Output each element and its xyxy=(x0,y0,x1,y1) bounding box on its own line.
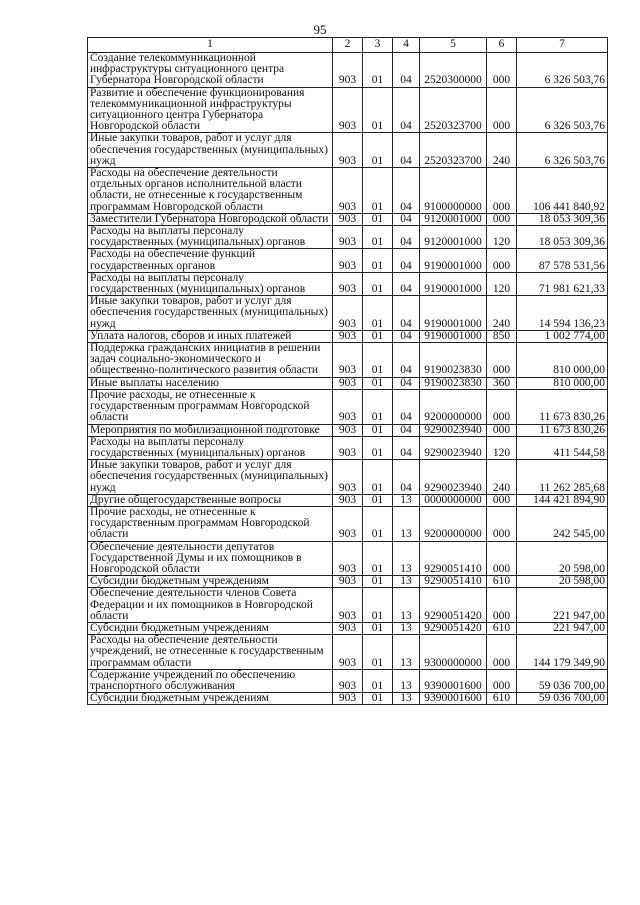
table-body xyxy=(88,53,608,705)
table-row xyxy=(88,389,608,424)
row-ministry-code-cell: 903 xyxy=(333,635,363,670)
row-amount-cell: 242 545,00 xyxy=(517,506,608,541)
table-row xyxy=(88,635,608,670)
budget-table xyxy=(87,37,608,705)
row-name-cell: Уплата налогов, сборов и иных платежей xyxy=(88,330,333,342)
row-subsection-cell: 04 xyxy=(393,296,420,331)
row-expense-type-cell: 610 xyxy=(487,622,517,634)
row-name-cell: Заместители Губернатора Новгородской области xyxy=(88,213,333,225)
row-target-article-cell: 0000000000 xyxy=(420,494,487,506)
row-name-cell: Иные закупки товаров, работ и услуг для обеспечения государственных (муниципальных) нужд xyxy=(88,133,333,168)
table-row xyxy=(88,622,608,634)
row-expense-type-cell: 000 xyxy=(487,541,517,576)
table-row xyxy=(88,576,608,588)
table-row xyxy=(88,424,608,436)
row-target-article-cell: 9190023830 xyxy=(420,377,487,389)
table-row xyxy=(88,272,608,295)
row-section-cell: 01 xyxy=(363,436,393,459)
row-section-cell: 01 xyxy=(363,494,393,506)
row-ministry-code-cell: 903 xyxy=(333,693,363,705)
row-ministry-code-cell: 903 xyxy=(333,377,363,389)
row-target-article-cell: 9300000000 xyxy=(420,635,487,670)
row-name-cell: Другие общегосударственные вопросы xyxy=(88,494,333,506)
row-section-cell: 01 xyxy=(363,168,393,214)
row-subsection-cell: 04 xyxy=(393,226,420,249)
table-row xyxy=(88,460,608,495)
table-row xyxy=(88,494,608,506)
row-amount-cell: 59 036 700,00 xyxy=(517,693,608,705)
row-name-cell: Создание телекоммуникационной инфраструктуры ситуационного центра Губернатора Новгородской области xyxy=(88,53,333,88)
row-section-cell: 01 xyxy=(363,272,393,295)
row-subsection-cell: 04 xyxy=(393,272,420,295)
row-section-cell: 01 xyxy=(363,635,393,670)
table-row xyxy=(88,87,608,133)
row-target-article-cell: 9190023830 xyxy=(420,343,487,378)
row-target-article-cell: 9290051410 xyxy=(420,541,487,576)
table-row xyxy=(88,377,608,389)
row-subsection-cell: 13 xyxy=(393,494,420,506)
row-ministry-code-cell: 903 xyxy=(333,622,363,634)
row-subsection-cell: 13 xyxy=(393,506,420,541)
row-subsection-cell: 13 xyxy=(393,635,420,670)
row-section-cell: 01 xyxy=(363,87,393,133)
table-row xyxy=(88,436,608,459)
row-target-article-cell: 9290051410 xyxy=(420,576,487,588)
row-ministry-code-cell: 903 xyxy=(333,669,363,692)
row-subsection-cell: 04 xyxy=(393,436,420,459)
page-number: 95 xyxy=(313,22,327,37)
table-row xyxy=(88,53,608,88)
row-expense-type-cell: 000 xyxy=(487,213,517,225)
row-expense-type-cell: 000 xyxy=(487,635,517,670)
row-section-cell: 01 xyxy=(363,588,393,623)
row-section-cell: 01 xyxy=(363,226,393,249)
row-name-cell: Иные выплаты населению xyxy=(88,377,333,389)
row-name-cell: Субсидии бюджетным учреждениям xyxy=(88,576,333,588)
row-name-cell: Субсидии бюджетным учреждениям xyxy=(88,693,333,705)
row-ministry-code-cell: 903 xyxy=(333,226,363,249)
row-subsection-cell: 04 xyxy=(393,249,420,272)
row-expense-type-cell: 240 xyxy=(487,133,517,168)
table-row xyxy=(88,541,608,576)
row-subsection-cell: 13 xyxy=(393,622,420,634)
row-expense-type-cell: 360 xyxy=(487,377,517,389)
row-name-cell: Прочие расходы, не отнесенные к государственным программам Новгородской области xyxy=(88,506,333,541)
row-section-cell: 01 xyxy=(363,541,393,576)
row-target-article-cell: 2520300000 xyxy=(420,53,487,88)
header-col-4: 4 xyxy=(393,38,420,53)
row-amount-cell: 18 053 309,36 xyxy=(517,213,608,225)
row-subsection-cell: 04 xyxy=(393,424,420,436)
row-ministry-code-cell: 903 xyxy=(333,296,363,331)
row-section-cell: 01 xyxy=(363,53,393,88)
row-amount-cell: 11 673 830,26 xyxy=(517,424,608,436)
row-amount-cell: 106 441 840,92 xyxy=(517,168,608,214)
row-ministry-code-cell: 903 xyxy=(333,330,363,342)
row-subsection-cell: 04 xyxy=(393,343,420,378)
row-ministry-code-cell: 903 xyxy=(333,272,363,295)
row-ministry-code-cell: 903 xyxy=(333,53,363,88)
row-subsection-cell: 04 xyxy=(393,460,420,495)
row-expense-type-cell: 000 xyxy=(487,389,517,424)
row-subsection-cell: 04 xyxy=(393,87,420,133)
header-col-7: 7 xyxy=(517,38,608,53)
row-target-article-cell: 9100000000 xyxy=(420,168,487,214)
row-target-article-cell: 9290023940 xyxy=(420,436,487,459)
row-target-article-cell: 9290051420 xyxy=(420,588,487,623)
row-expense-type-cell: 000 xyxy=(487,87,517,133)
row-expense-type-cell: 610 xyxy=(487,576,517,588)
row-target-article-cell: 2520323700 xyxy=(420,133,487,168)
row-amount-cell: 14 594 136,23 xyxy=(517,296,608,331)
header-row xyxy=(88,38,608,53)
table-row xyxy=(88,133,608,168)
row-target-article-cell: 9290023940 xyxy=(420,424,487,436)
row-target-article-cell: 9290023940 xyxy=(420,460,487,495)
row-amount-cell: 6 326 503,76 xyxy=(517,53,608,88)
row-amount-cell: 6 326 503,76 xyxy=(517,87,608,133)
header-col-1: 1 xyxy=(88,38,333,53)
row-target-article-cell: 9120001000 xyxy=(420,213,487,225)
row-expense-type-cell: 610 xyxy=(487,693,517,705)
table-row xyxy=(88,168,608,214)
row-target-article-cell: 9190001000 xyxy=(420,296,487,331)
row-subsection-cell: 04 xyxy=(393,213,420,225)
row-ministry-code-cell: 903 xyxy=(333,506,363,541)
row-expense-type-cell: 240 xyxy=(487,296,517,331)
row-name-cell: Расходы на обеспечение деятельности учреждений, не отнесенные к государственным программам области xyxy=(88,635,333,670)
row-subsection-cell: 13 xyxy=(393,576,420,588)
table-row xyxy=(88,213,608,225)
row-amount-cell: 59 036 700,00 xyxy=(517,669,608,692)
row-amount-cell: 144 179 349,90 xyxy=(517,635,608,670)
row-expense-type-cell: 000 xyxy=(487,588,517,623)
row-subsection-cell: 04 xyxy=(393,330,420,342)
row-expense-type-cell: 000 xyxy=(487,494,517,506)
table-row xyxy=(88,249,608,272)
row-ministry-code-cell: 903 xyxy=(333,87,363,133)
row-amount-cell: 810 000,00 xyxy=(517,377,608,389)
row-expense-type-cell: 120 xyxy=(487,226,517,249)
row-amount-cell: 11 673 830,26 xyxy=(517,389,608,424)
row-section-cell: 01 xyxy=(363,389,393,424)
row-target-article-cell: 9200000000 xyxy=(420,506,487,541)
row-ministry-code-cell: 903 xyxy=(333,168,363,214)
row-amount-cell: 6 326 503,76 xyxy=(517,133,608,168)
row-section-cell: 01 xyxy=(363,377,393,389)
table-row xyxy=(88,296,608,331)
row-amount-cell: 11 262 285,68 xyxy=(517,460,608,495)
row-section-cell: 01 xyxy=(363,460,393,495)
row-expense-type-cell: 000 xyxy=(487,249,517,272)
row-section-cell: 01 xyxy=(363,506,393,541)
row-name-cell: Обеспечение деятельности членов Совета Федерации и их помощников в Новгородской области xyxy=(88,588,333,623)
row-subsection-cell: 04 xyxy=(393,133,420,168)
row-subsection-cell: 04 xyxy=(393,168,420,214)
row-section-cell: 01 xyxy=(363,330,393,342)
row-target-article-cell: 9390001600 xyxy=(420,693,487,705)
table-row xyxy=(88,669,608,692)
header-col-6: 6 xyxy=(487,38,517,53)
row-name-cell: Обеспечение деятельности депутатов Государственной Думы и их помощников в Новгородской области xyxy=(88,541,333,576)
row-ministry-code-cell: 903 xyxy=(333,389,363,424)
header-col-3: 3 xyxy=(363,38,393,53)
row-name-cell: Субсидии бюджетным учреждениям xyxy=(88,622,333,634)
row-name-cell: Мероприятия по мобилизационной подготовке xyxy=(88,424,333,436)
row-name-cell: Расходы на обеспечение деятельности отдельных органов исполнительной власти области, не отнесенные к государственным программам Новгородской области xyxy=(88,168,333,214)
row-subsection-cell: 13 xyxy=(393,669,420,692)
row-subsection-cell: 13 xyxy=(393,541,420,576)
row-ministry-code-cell: 903 xyxy=(333,588,363,623)
row-subsection-cell: 04 xyxy=(393,377,420,389)
row-subsection-cell: 04 xyxy=(393,53,420,88)
row-ministry-code-cell: 903 xyxy=(333,424,363,436)
row-section-cell: 01 xyxy=(363,669,393,692)
row-ministry-code-cell: 903 xyxy=(333,343,363,378)
row-expense-type-cell: 850 xyxy=(487,330,517,342)
row-target-article-cell: 9120001000 xyxy=(420,226,487,249)
row-target-article-cell: 9390001600 xyxy=(420,669,487,692)
row-name-cell: Расходы на выплаты персоналу государственных (муниципальных) органов xyxy=(88,272,333,295)
row-target-article-cell: 9290051420 xyxy=(420,622,487,634)
row-target-article-cell: 9190001000 xyxy=(420,272,487,295)
row-ministry-code-cell: 903 xyxy=(333,133,363,168)
row-name-cell: Иные закупки товаров, работ и услуг для обеспечения государственных (муниципальных) нужд xyxy=(88,460,333,495)
row-section-cell: 01 xyxy=(363,693,393,705)
row-subsection-cell: 13 xyxy=(393,693,420,705)
row-target-article-cell: 9200000000 xyxy=(420,389,487,424)
row-ministry-code-cell: 903 xyxy=(333,541,363,576)
row-ministry-code-cell: 903 xyxy=(333,436,363,459)
row-ministry-code-cell: 903 xyxy=(333,494,363,506)
row-name-cell: Иные закупки товаров, работ и услуг для обеспечения государственных (муниципальных) нужд xyxy=(88,296,333,331)
row-amount-cell: 810 000,00 xyxy=(517,343,608,378)
row-name-cell: Прочие расходы, не отнесенные к государственным программам Новгородской области xyxy=(88,389,333,424)
row-name-cell: Расходы на выплаты персоналу государственных (муниципальных) органов xyxy=(88,226,333,249)
table-row xyxy=(88,226,608,249)
row-expense-type-cell: 120 xyxy=(487,272,517,295)
row-ministry-code-cell: 903 xyxy=(333,460,363,495)
row-expense-type-cell: 120 xyxy=(487,436,517,459)
row-amount-cell: 144 421 894,90 xyxy=(517,494,608,506)
row-ministry-code-cell: 903 xyxy=(333,576,363,588)
row-expense-type-cell: 000 xyxy=(487,168,517,214)
row-amount-cell: 18 053 309,36 xyxy=(517,226,608,249)
row-amount-cell: 71 981 621,33 xyxy=(517,272,608,295)
row-expense-type-cell: 000 xyxy=(487,424,517,436)
row-section-cell: 01 xyxy=(363,622,393,634)
row-amount-cell: 221 947,00 xyxy=(517,622,608,634)
row-name-cell: Расходы на выплаты персоналу государственных (муниципальных) органов xyxy=(88,436,333,459)
row-section-cell: 01 xyxy=(363,424,393,436)
row-ministry-code-cell: 903 xyxy=(333,213,363,225)
header-col-2: 2 xyxy=(333,38,363,53)
table-row xyxy=(88,343,608,378)
row-expense-type-cell: 000 xyxy=(487,53,517,88)
row-expense-type-cell: 240 xyxy=(487,460,517,495)
row-amount-cell: 411 544,58 xyxy=(517,436,608,459)
table-row xyxy=(88,506,608,541)
row-amount-cell: 20 598,00 xyxy=(517,541,608,576)
table-row xyxy=(88,588,608,623)
table-header xyxy=(88,38,608,53)
row-amount-cell: 20 598,00 xyxy=(517,576,608,588)
header-col-5: 5 xyxy=(420,38,487,53)
row-name-cell: Содержание учреждений по обеспечению транспортного обслуживания xyxy=(88,669,333,692)
row-subsection-cell: 13 xyxy=(393,588,420,623)
row-section-cell: 01 xyxy=(363,576,393,588)
row-name-cell: Развитие и обеспечение функционирования телекоммуникационной инфраструктуры ситуационного центра Губернатора Новгородской области xyxy=(88,87,333,133)
row-section-cell: 01 xyxy=(363,213,393,225)
table-row xyxy=(88,693,608,705)
row-name-cell: Поддержка гражданских инициатив в решении задач социально-экономического и общественно-политического развития области xyxy=(88,343,333,378)
row-amount-cell: 87 578 531,56 xyxy=(517,249,608,272)
row-target-article-cell: 9190001000 xyxy=(420,330,487,342)
row-amount-cell: 221 947,00 xyxy=(517,588,608,623)
row-amount-cell: 1 002 774,00 xyxy=(517,330,608,342)
row-target-article-cell: 9190001000 xyxy=(420,249,487,272)
row-section-cell: 01 xyxy=(363,133,393,168)
row-section-cell: 01 xyxy=(363,343,393,378)
row-expense-type-cell: 000 xyxy=(487,669,517,692)
table-row xyxy=(88,330,608,342)
row-subsection-cell: 04 xyxy=(393,389,420,424)
row-name-cell: Расходы на обеспечение функций государственных органов xyxy=(88,249,333,272)
row-target-article-cell: 2520323700 xyxy=(420,87,487,133)
row-section-cell: 01 xyxy=(363,249,393,272)
row-expense-type-cell: 000 xyxy=(487,343,517,378)
row-section-cell: 01 xyxy=(363,296,393,331)
row-ministry-code-cell: 903 xyxy=(333,249,363,272)
row-expense-type-cell: 000 xyxy=(487,506,517,541)
